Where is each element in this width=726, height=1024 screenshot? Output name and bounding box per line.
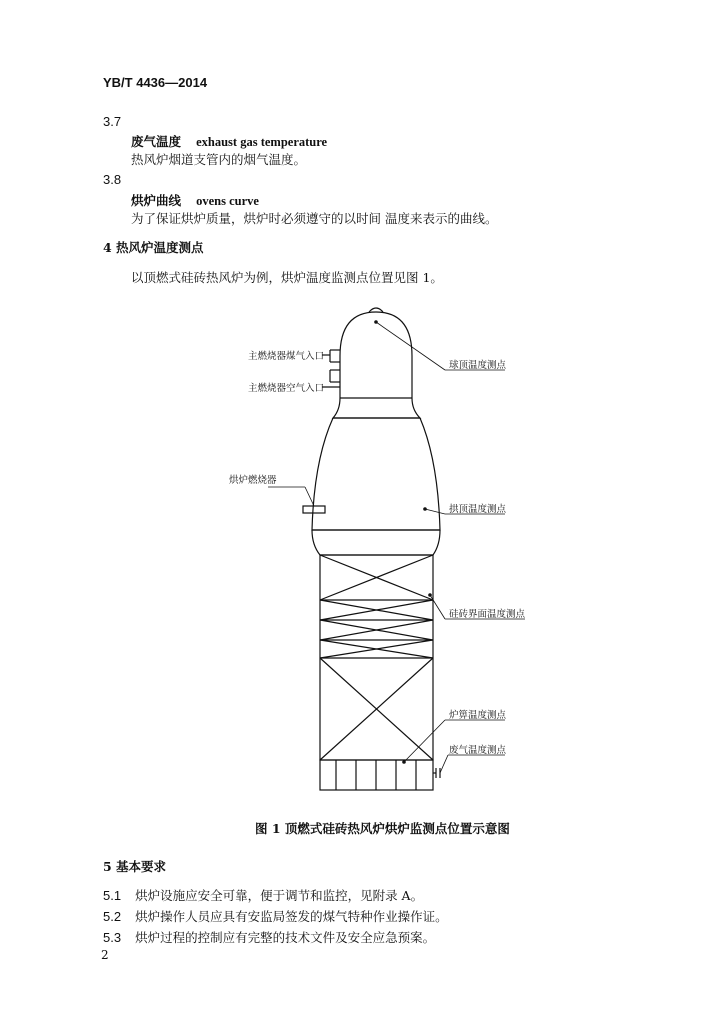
- dome-top-point: [374, 320, 378, 324]
- label-oven-burner: 烘炉燃烧器: [229, 475, 277, 486]
- item-text: 烘炉设施应安全可靠，便于调节和监控，见附录 A。: [135, 888, 424, 903]
- label-burner-air-inlet: 主燃烧器空气入口: [248, 383, 325, 394]
- term-en: ovens curve: [196, 194, 259, 208]
- term-definition: 为了保证烘炉质量，烘炉时必须遵守的以时间 温度来表示的曲线。: [131, 211, 498, 226]
- term-zh: 烘炉曲线: [131, 193, 182, 208]
- vault-point: [423, 507, 427, 511]
- requirement-item: [103, 907, 448, 925]
- term-en: exhaust gas temperature: [196, 135, 328, 149]
- item-number: 5.2: [103, 909, 122, 924]
- label-burner-gas-inlet: 主燃烧器煤气入口: [248, 351, 325, 362]
- entry-number: 3.8: [103, 172, 122, 187]
- neck: [333, 398, 420, 418]
- label-silica-interface-point: 硅砖界面温度测点: [449, 609, 526, 620]
- cone: [312, 418, 440, 530]
- item-text: 烘炉过程的控制应有完整的技术文件及安全应急预案。: [135, 930, 436, 945]
- oven-burner-box: [303, 506, 325, 513]
- section-heading: 4 热风炉温度测点: [103, 240, 204, 255]
- label-grate-point: 炉箅温度测点: [449, 710, 507, 721]
- requirement-item: [103, 886, 423, 904]
- page-number: 2: [101, 948, 109, 962]
- interface-point: [428, 593, 432, 597]
- section-heading: 5 基本要求: [103, 859, 167, 874]
- label-dome-top-point: 球顶温度测点: [449, 360, 507, 371]
- item-number: 5.3: [103, 930, 122, 945]
- shoulder: [312, 530, 440, 555]
- requirement-item: [103, 928, 435, 946]
- standard-code: YB/T 4436—2014: [103, 75, 208, 90]
- section-paragraph: 以顶燃式硅砖热风炉为例，烘炉温度监测点位置见图 1。: [131, 270, 443, 285]
- label-vault-point: 拱顶温度测点: [449, 504, 507, 515]
- term-zh: 废气温度: [131, 134, 182, 149]
- item-number: 5.1: [103, 888, 122, 903]
- label-exhaust-point: 废气温度测点: [449, 745, 507, 756]
- entry-number: 3.7: [103, 114, 122, 129]
- item-text: 烘炉操作人员应具有安监局签发的煤气特种作业操作证。: [135, 909, 448, 924]
- figure-caption: 图 1 顶燃式硅砖热风炉烘炉监测点位置示意图: [255, 821, 510, 836]
- term-definition: 热风炉烟道支管内的烟气温度。: [131, 152, 307, 167]
- dome: [340, 312, 412, 398]
- grate-point: [402, 760, 406, 764]
